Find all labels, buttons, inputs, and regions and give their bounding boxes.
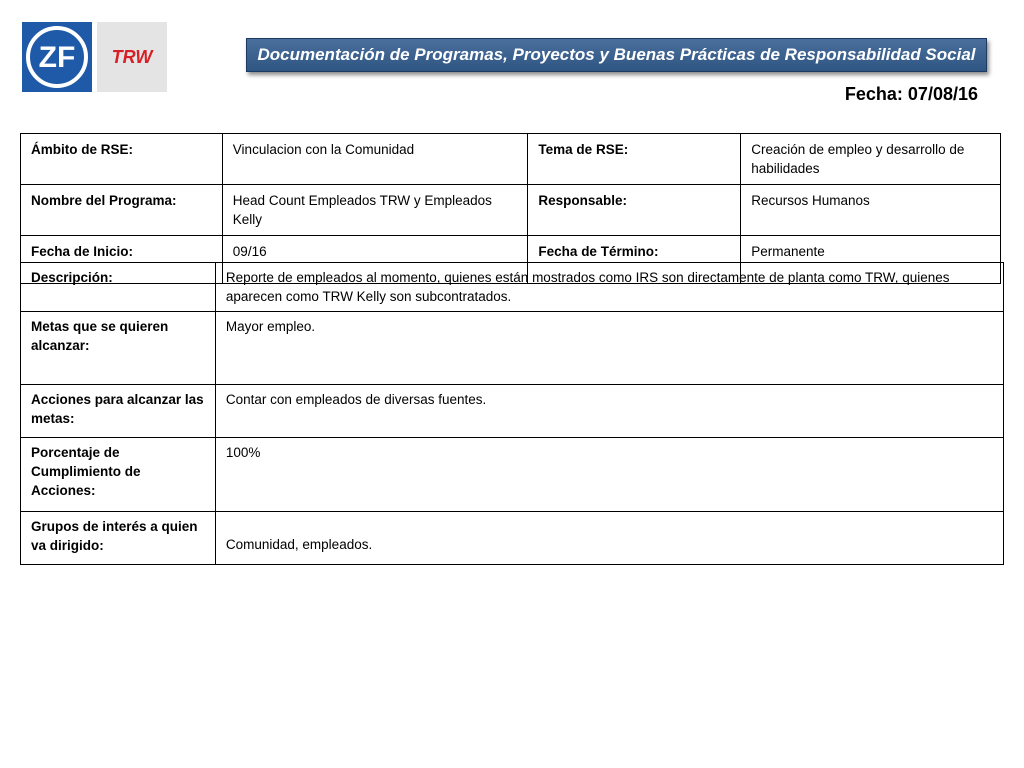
zf-logo-text: ZF <box>38 41 76 74</box>
inicio-label: Fecha de Inicio: <box>21 236 223 284</box>
tema-label: Tema de RSE: <box>528 134 741 185</box>
porcentaje-value: 100% <box>215 438 1003 512</box>
table-row <box>21 438 1004 512</box>
nombre-value: Head Count Empleados TRW y Empleados Kelly <box>222 185 528 236</box>
descripcion-value: Reporte de empleados al momento, quienes están mostrados como IRS son directamente de planta como TRW, quienes aparecen como TRW Kelly son subcontratados. <box>215 263 1003 312</box>
title-banner <box>246 38 987 72</box>
trw-logo <box>97 22 167 92</box>
zf-logo <box>22 22 92 92</box>
zf-logo-icon <box>24 24 90 90</box>
responsable-label: Responsable: <box>528 185 741 236</box>
table-row <box>21 385 1004 438</box>
metas-value: Mayor empleo. <box>215 312 1003 385</box>
inicio-value: 09/16 <box>222 236 528 284</box>
termino-value: Permanente <box>741 236 1001 284</box>
trw-logo-text: TRW <box>111 47 153 67</box>
table-row <box>21 134 1001 185</box>
table-row <box>21 312 1004 385</box>
grupos-value: Comunidad, empleados. <box>215 512 1003 565</box>
table-row <box>21 263 1004 312</box>
tema-value: Creación de empleo y desarrollo de habilidades <box>741 134 1001 185</box>
descripcion-label: Descripción: <box>21 263 216 312</box>
trw-logo-icon <box>102 42 162 72</box>
nombre-label: Nombre del Programa: <box>21 185 223 236</box>
acciones-value: Contar con empleados de diversas fuentes. <box>215 385 1003 438</box>
program-details-table <box>20 262 1004 565</box>
acciones-label: Acciones para alcanzar las metas: <box>21 385 216 438</box>
table-row <box>21 512 1004 565</box>
termino-label: Fecha de Término: <box>528 236 741 284</box>
page-title: Documentación de Programas, Proyectos y Buenas Prácticas de Responsabilidad Social <box>257 45 976 64</box>
grupos-label: Grupos de interés a quien va dirigido: <box>21 512 216 565</box>
ambito-value: Vinculacion con la Comunidad <box>222 134 528 185</box>
metas-label: Metas que se quieren alcanzar: <box>21 312 216 385</box>
date-label: Fecha: 07/08/16 <box>844 84 978 104</box>
porcentaje-label: Porcentaje de Cumplimiento de Acciones: <box>21 438 216 512</box>
ambito-label: Ámbito de RSE: <box>21 134 223 185</box>
table-row <box>21 185 1001 236</box>
responsable-value: Recursos Humanos <box>741 185 1001 236</box>
